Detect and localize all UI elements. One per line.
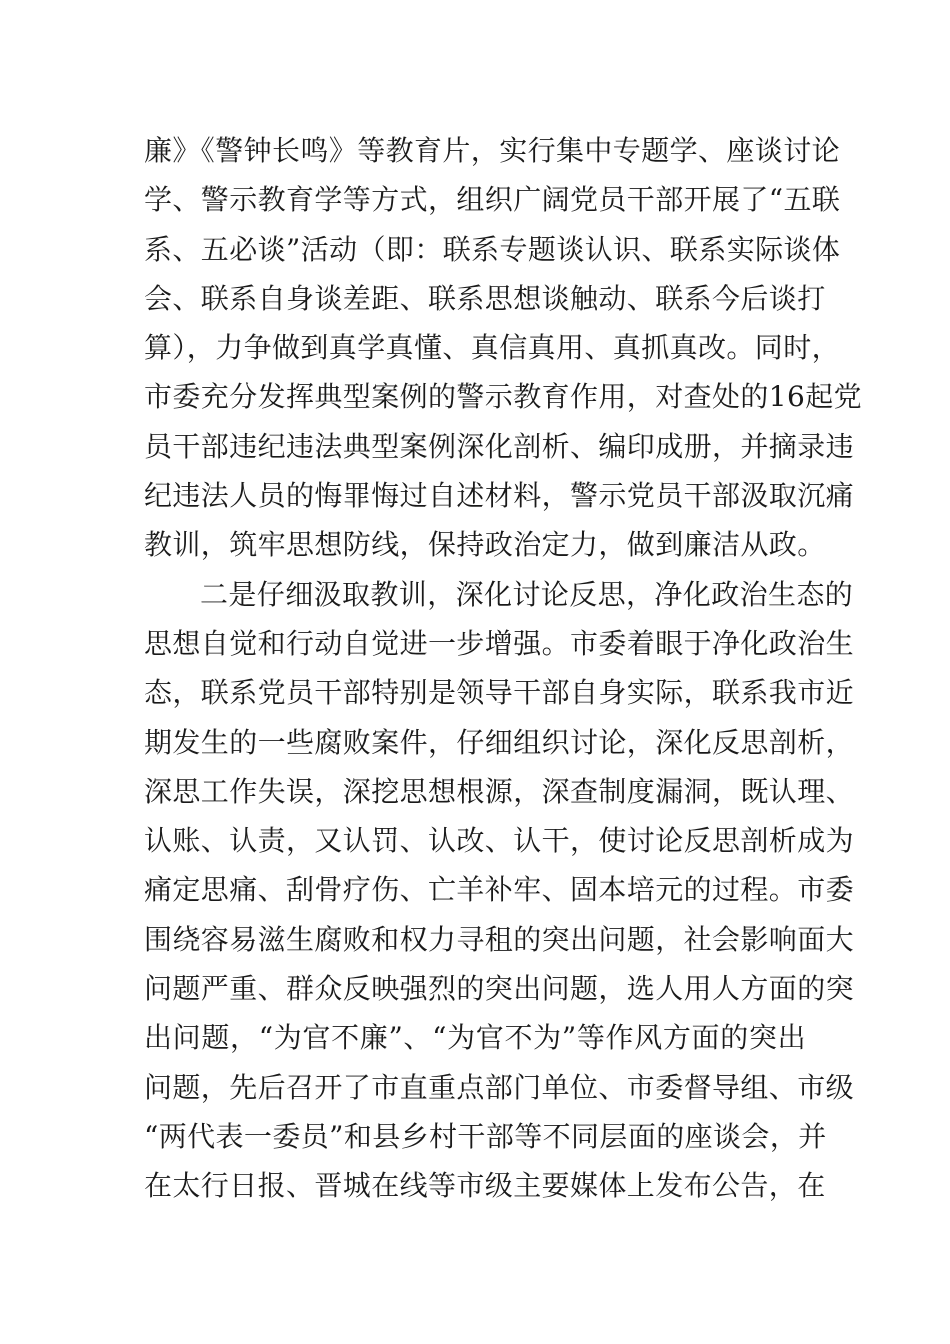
text-line: 教训，筑牢思想防线，保持政治定力，做到廉洁从政。 xyxy=(144,528,826,562)
paragraph-2 xyxy=(144,570,855,1211)
text-line: 深思工作失误，深挖思想根源，深查制度漏洞，既认理、 xyxy=(144,774,855,808)
text-line: 出问题，“为官不廉”、“为官不为”等作风方面的突出 xyxy=(144,1021,806,1055)
text-line: 纪违法人员的悔罪悔过自述材料，警示党员干部汲取沉痛 xyxy=(144,479,855,513)
text-line: 二是仔细汲取教训，深化讨论反思，净化政治生态的 xyxy=(200,577,854,611)
text-line: 学、警示教育学等方式，组织广阔党员干部开展了“五联 xyxy=(144,183,841,217)
text-line: 市委充分发挥典型案例的警示教育作用，对查处的16起党 xyxy=(144,380,863,414)
text-line: 在太行日报、晋城在线等市级主要媒体上发布公告，在 xyxy=(144,1169,826,1203)
text-line: 围绕容易滋生腐败和权力寻租的突出问题，社会影响面大 xyxy=(144,922,855,956)
text-line: 思想自觉和行动自觉进一步增强。市委着眼于净化政治生 xyxy=(144,626,855,660)
document-body xyxy=(144,126,863,1211)
text-line: 系、五必谈”活动（即：联系专题谈认识、联系实际谈体 xyxy=(144,232,841,266)
text-line: “两代表一委员”和县乡村干部等不同层面的座谈会，并 xyxy=(144,1119,827,1153)
text-line: 问题严重、群众反映强烈的突出问题，选人用人方面的突 xyxy=(144,972,855,1006)
paragraph-1 xyxy=(144,126,863,570)
text-line: 认账、认责，又认罚、认改、认干，使讨论反思剖析成为 xyxy=(144,824,855,858)
text-line: 期发生的一些腐败案件，仔细组织讨论，深化反思剖析， xyxy=(144,725,855,759)
text-line: 态，联系党员干部特别是领导干部自身实际，联系我市近 xyxy=(144,676,855,710)
text-line: 员干部违纪违法典型案例深化剖析、编印成册，并摘录违 xyxy=(144,429,855,463)
text-line: 算），力争做到真学真懂、真信真用、真抓真改。同时， xyxy=(144,331,841,365)
text-line: 会、联系自身谈差距、联系思想谈触动、联系今后谈打 xyxy=(144,281,826,315)
text-line: 痛定思痛、刮骨疗伤、亡羊补牢、固本培元的过程。市委 xyxy=(144,873,855,907)
text-line: 问题，先后召开了市直重点部门单位、市委督导组、市级 xyxy=(144,1070,855,1104)
text-line: 廉》《警钟长鸣》等教育片，实行集中专题学、座谈讨论 xyxy=(144,134,841,167)
